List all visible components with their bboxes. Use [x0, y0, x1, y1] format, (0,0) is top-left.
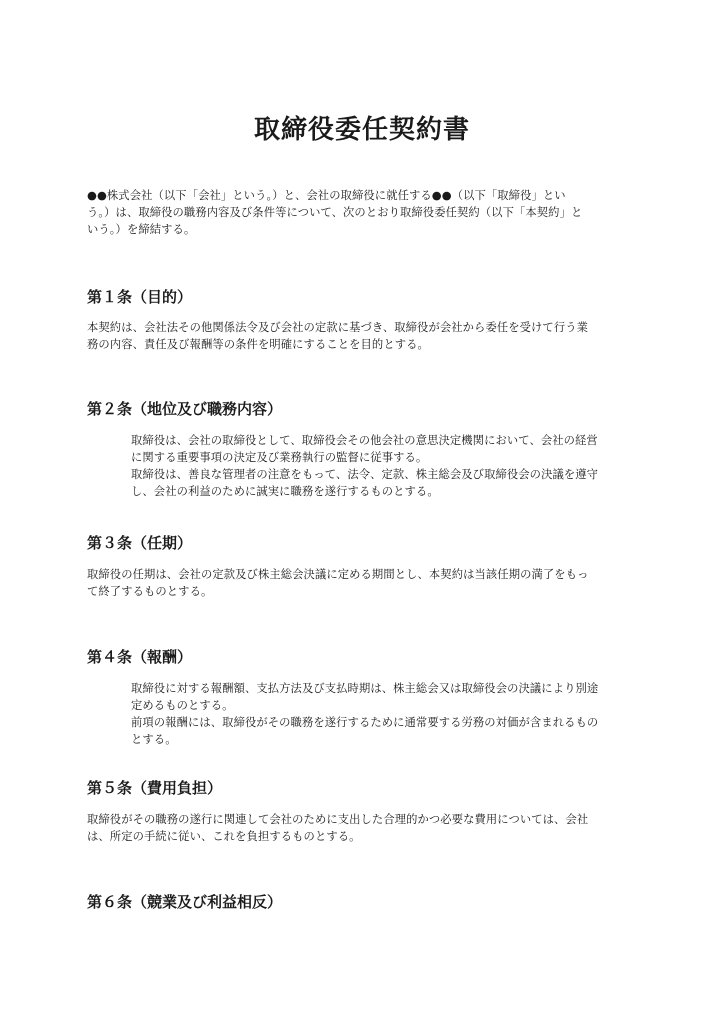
article-4-body [131, 680, 647, 748]
preamble-line: ●●株式会社（以下「会社」という。）と、会社の取締役に就任する●●（以下「取締役」とい [87, 189, 566, 202]
article-line: 取締役は、善良な管理者の注意をもって、法令、定款、株主総会及び取締役会の決議を遵守 [131, 468, 599, 481]
article-line: 取締役に対する報酬額、支払方法及び支払時期は、株主総会又は取締役会の決議により別途 [131, 682, 599, 695]
article-4-heading: 第４条（報酬） [87, 648, 193, 666]
article-3-heading: 第３条（任期） [87, 534, 193, 552]
article-line: 前項の報酬には、取締役がその職務を遂行するために通常要する労務の対価が含まれるもの [131, 716, 599, 729]
preamble [87, 187, 647, 238]
preamble-line: いう。）を締結する。 [87, 223, 196, 236]
article-line: 本契約は、会社法その他関係法令及び会社の定款に基づき、取締役が会社から委任を受けて行う業 [87, 321, 589, 334]
article-2-heading: 第２条（地位及び職務内容） [87, 400, 283, 418]
article-5-heading: 第５条（費用負担） [87, 779, 223, 797]
article-line: 取締役がその職務の遂行に関連して会社のために支出した合理的かつ必要な費用については、会社 [87, 813, 589, 826]
article-line: 取締役は、会社の取締役として、取締役会その他会社の意思決定機関において、会社の経営 [131, 434, 598, 447]
article-line: 務の内容、責任及び報酬等の条件を明確にすることを目的とする。 [87, 338, 429, 351]
article-line: て終了するものとする。 [87, 585, 213, 598]
article-1-heading: 第１条（目的） [87, 288, 193, 306]
article-1-body [87, 319, 647, 353]
article-line: に関する重要事項の決定及び業務執行の監督に従事する。 [131, 451, 428, 464]
article-line: は、所定の手続に従い、これを負担するものとする。 [87, 830, 361, 843]
article-line: 定めるものとする。 [131, 699, 234, 712]
preamble-line: う。）は、取締役の職務内容及び条件等について、次のとおり取締役委任契約（以下「本契約」と [87, 206, 583, 219]
article-2-body [131, 432, 647, 500]
article-5-body [87, 811, 647, 845]
article-line: とする。 [131, 733, 177, 746]
article-6-heading: 第６条（競業及び利益相反） [87, 893, 283, 911]
article-line: し、会社の利益のために誠実に職務を遂行するものとする。 [131, 485, 439, 498]
article-line: 取締役の任期は、会社の定款及び株主総会決議に定める期間とし、本契約は当該任期の満了をもっ [87, 568, 589, 581]
document-title: 取締役委任契約書 [253, 115, 470, 145]
article-3-body [87, 566, 647, 600]
